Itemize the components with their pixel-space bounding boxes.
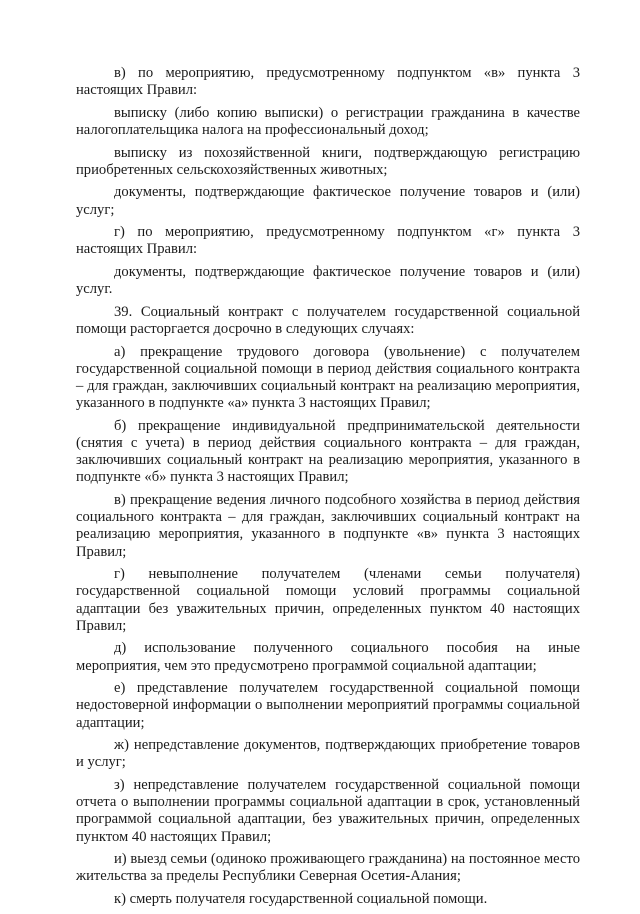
paragraph-household-book: выписку из похозяйственной книги, подтверждающую регистрацию приобретенных сельскохозяйственных животных; xyxy=(76,144,580,178)
paragraph-case-d: д) использование полученного социального пособия на иные мероприятия, чем это предусмотрено программой социальной адаптации; xyxy=(76,640,580,674)
paragraph-case-e: е) представление получателем государственной социальной помощи недостоверной информации о выполнении мероприятий программы социальной адаптации; xyxy=(76,680,580,731)
paragraph-tax-registration: выписку (либо копию выписки) о регистрации гражданина в качестве налогоплательщика налога на профессиональный доход; xyxy=(76,104,580,138)
paragraph-case-k: к) смерть получателя государственной социальной помощи. xyxy=(114,890,488,907)
paragraph-case-zh: ж) непредставление документов, подтверждающих приобретение товаров и услуг; xyxy=(76,737,580,771)
paragraph-section-39: 39. Социальный контракт с получателем государственной социальной помощи расторгается досрочно в следующих случаях: xyxy=(76,303,580,337)
paragraph-goods-documents-2: документы, подтверждающие фактическое получение товаров и (или) услуг. xyxy=(76,263,580,298)
paragraph-v-item: в) по мероприятию, предусмотренному подпунктом «в» пункта 3 настоящих Правил: xyxy=(76,65,580,99)
paragraph-case-b: б) прекращение индивидуальной предпринимательской деятельности (снятия с учета) в период действия социального контракта – для граждан, заключивших социальный контракт на реализацию мероприятия, указанного в подпункте «б» пункта 3 настоящих Правил; xyxy=(76,417,580,486)
paragraph-case-v: в) прекращение ведения личного подсобного хозяйства в период действия социального контракта – для граждан, заключивших социальный контракт на реализацию мероприятия, указанного в подпункте «в» пункта 3 настоящих Правил; xyxy=(76,491,580,560)
document-page xyxy=(76,65,580,914)
paragraph-case-z: з) непредставление получателем государственной социальной помощи отчета о выполнении программы социальной адаптации в срок, установленный программой социальной адаптации, без уважительных причин, определенных пунктом 40 настоящих Правил; xyxy=(76,776,580,845)
paragraph-goods-documents-1: документы, подтверждающие фактическое получение товаров и (или) услуг; xyxy=(76,184,580,218)
paragraph-case-i: и) выезд семьи (одиноко проживающего гражданина) на постоянное место жительства за пределы Республики Северная Осетия-Алания; xyxy=(76,851,580,885)
paragraph-case-a: а) прекращение трудового договора (увольнение) с получателем государственной социальной помощи в период действия социального контракта – для граждан, заключивших социальный контракт на реализацию мероприятия, указанного в подпункте «а» пункта 3 настоящих Правил; xyxy=(76,343,580,412)
paragraph-case-g: г) невыполнение получателем (членами семьи получателя) государственной социальной помощи условий программы социальной адаптации без уважительных причин, определенных пунктом 40 настоящих Правил; xyxy=(76,566,580,634)
paragraph-g-item: г) по мероприятию, предусмотренному подпунктом «г» пункта 3 настоящих Правил: xyxy=(76,224,580,258)
